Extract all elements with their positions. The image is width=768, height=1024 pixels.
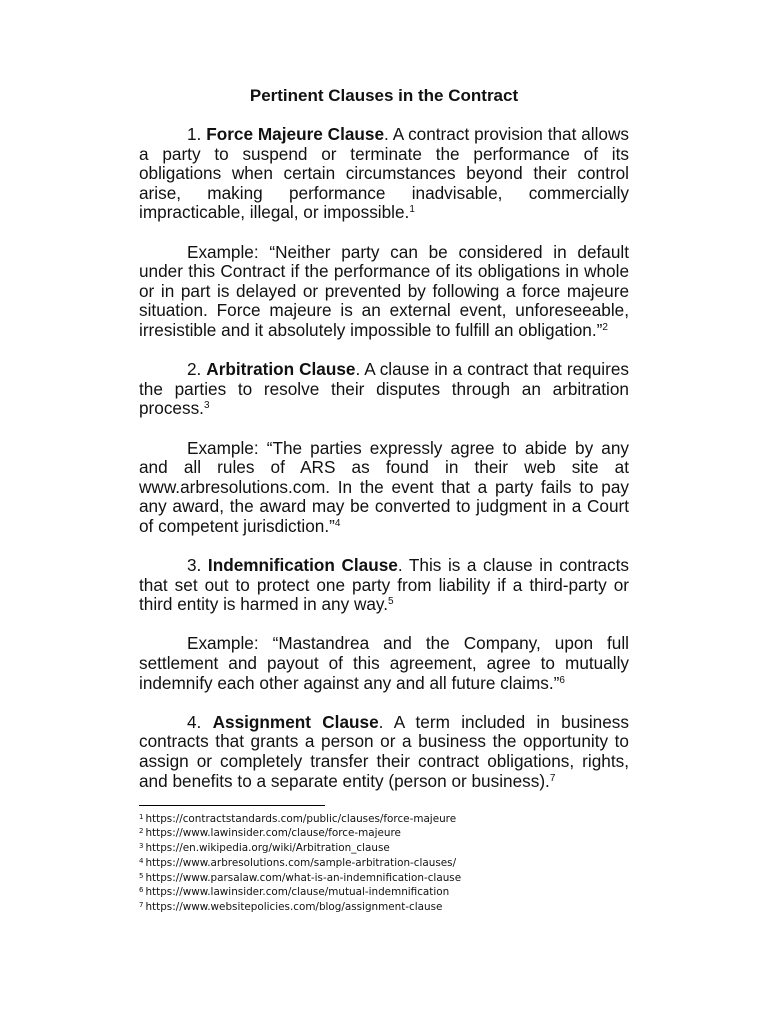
footnote-7 [139,900,629,915]
clause-number: 4. [187,711,202,732]
clause-number: 2. [187,359,202,380]
footnote-number: 6 [139,886,144,895]
footnote-4 [139,856,629,871]
footnote-link[interactable]: https://www.arbresolutions.com/sample-arbitration-clauses/ [145,856,457,869]
clause-4-definition [139,713,629,791]
example-text: Example: “The parties expressly agree to abide by any and all rules of ARS as found in their web site at www.arbresolutions.com. In the event that a party fails to pay any award, the award may be converted to judgment in a Court of competent jurisdiction.” [139,437,629,536]
clause-term: Indemnification Clause [207,555,398,576]
footnotes [139,812,629,915]
clause-text: . A clause in a contract that requires the parties to resolve their disputes through an arbitration process. [139,359,629,419]
example-text: Example: “Neither party can be considered in default under this Contract if the performance of its obligations in whole or in part is delayed or prevented by following a force majeure situation. Force majeure is an external event, unforeseeable, irresistible and it absolutely impossible to fulfill an obligation.” [139,241,629,340]
clause-text: . A term included in business contracts that grants a person or a business the opportunity to assign or completely transfer their contract obligations, rights, and benefits to a separate entity (person or business). [139,711,629,791]
footnote-number: 1 [139,812,144,821]
footnote-link[interactable]: https://www.lawinsider.com/clause/force-majeure [145,827,401,840]
clause-number: 3. [187,555,202,576]
document-title: Pertinent Clauses in the Contract [249,86,519,105]
clause-term: Arbitration Clause [206,359,356,380]
clause-text: . A contract provision that allows a party to suspend or terminate the performance of its obligations when certain circumstances beyond their control arise, making performance inadvisable, commercially impracticable, illegal, or impossible. [139,124,629,223]
footnote-link[interactable]: https://www.websitepolicies.com/blog/assignment-clause [145,901,443,913]
footnote-3 [139,841,629,856]
footnote-separator [139,805,325,806]
footnote-ref[interactable]: 5 [388,596,394,608]
clause-text: . This is a clause in contracts that set out to protect one party from liability if a third-party or third entity is harmed in any way. [139,555,629,615]
document-page [139,86,629,915]
footnote-1 [139,812,629,827]
footnote-ref[interactable]: 6 [559,674,565,686]
clause-3-example [139,634,629,693]
footnote-link[interactable]: https://en.wikipedia.org/wiki/Arbitration_clause [145,842,390,855]
example-text: Example: “Mastandrea and the Company, upon full settlement and payout of this agreement, agree to mutually indemnify each other against any and all future claims.” [139,633,629,693]
clause-2-definition [139,360,629,419]
clause-term: Assignment Clause [212,711,379,732]
clause-3-definition [139,556,629,615]
clause-term: Force Majeure Clause [206,124,385,144]
footnote-link[interactable]: https://www.parsalaw.com/what-is-an-indemnification-clause [145,871,462,884]
footnote-6 [139,885,629,900]
footnote-number: 3 [139,842,144,851]
footnote-ref[interactable]: 1 [409,204,415,216]
footnote-2 [139,826,629,841]
footnote-number: 2 [139,827,144,836]
footnote-ref[interactable]: 3 [203,400,210,412]
clause-number: 1. [187,124,202,144]
footnote-link[interactable]: https://contractstandards.com/public/clauses/force-majeure [145,812,457,825]
clause-1-example [139,243,629,341]
footnote-ref[interactable]: 4 [334,517,341,529]
footnote-ref[interactable]: 7 [549,772,556,784]
footnote-number: 5 [139,871,144,880]
clause-2-example [139,439,629,537]
footnote-link[interactable]: https://www.lawinsider.com/clause/mutual-indemnification [145,886,450,899]
footnote-number: 4 [139,856,144,865]
footnote-5 [139,871,629,886]
footnote-ref[interactable]: 2 [602,321,608,333]
clause-1-definition [139,125,629,223]
footnote-number: 7 [139,901,144,909]
